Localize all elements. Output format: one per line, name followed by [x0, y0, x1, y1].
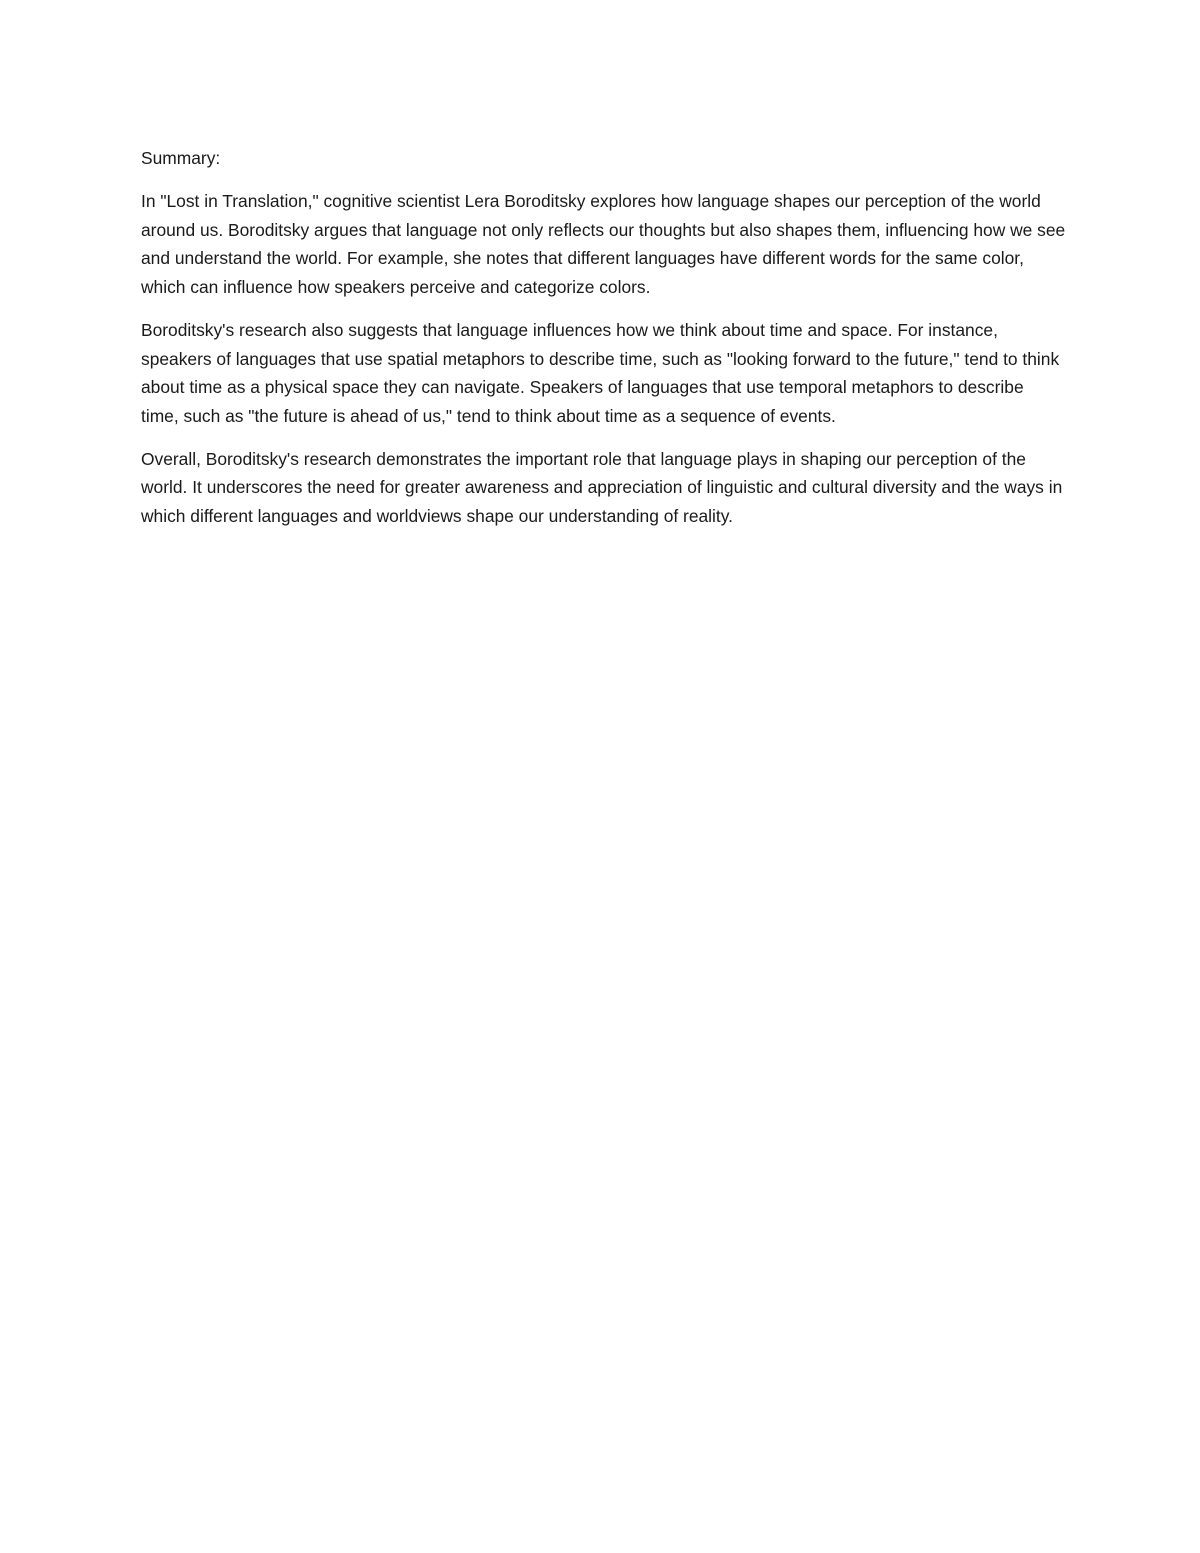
- summary-heading: Summary:: [141, 148, 221, 168]
- document-body: [141, 144, 1066, 545]
- paragraph-1: In "Lost in Translation," cognitive scientist Lera Boroditsky explores how language shapes our perception of the world around us. Boroditsky argues that language not only reflects our thoughts but also shapes them, influencing how we see and understand the world. For example, she notes that different languages have different words for the same color, which can influence how speakers perceive and categorize colors.: [141, 191, 1066, 297]
- paragraph-2: Boroditsky's research also suggests that language influences how we think about time and space. For instance, speakers of languages that use spatial metaphors to describe time, such as "looking forward to the future," tend to think about time as a physical space they can navigate. Speakers of languages that use temporal metaphors to describe time, such as "the future is ahead of us," tend to think about time as a sequence of events.: [141, 319, 1060, 426]
- paragraph-3: Overall, Boroditsky's research demonstrates the important role that language plays in shaping our perception of the world. It underscores the need for greater awareness and appreciation of linguistic and cultural diversity and the ways in which different languages and worldviews shape our understanding of reality.: [141, 448, 1063, 527]
